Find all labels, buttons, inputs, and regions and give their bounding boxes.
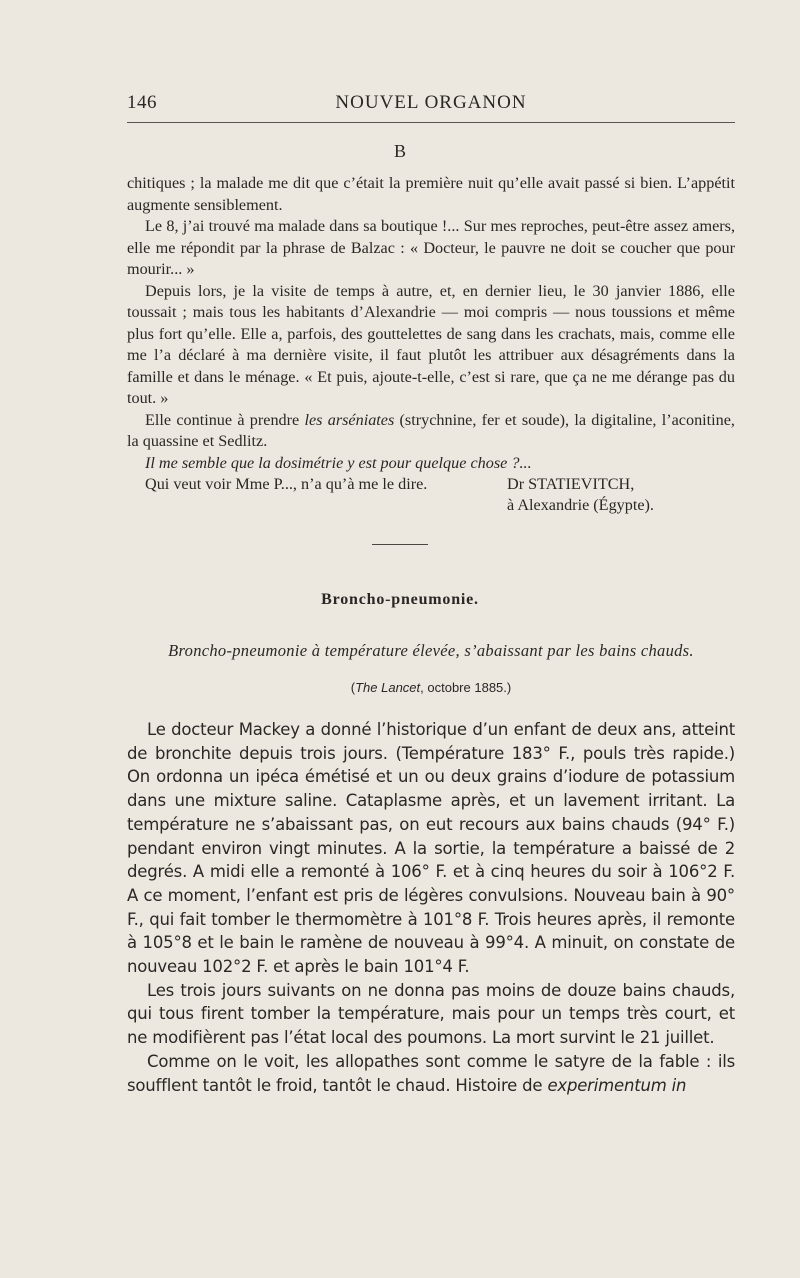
running-title: NOUVEL ORGANON [335,92,527,113]
page-header [127,92,735,116]
article-subtitle: Broncho-pneumonie à température élevée, s’abaissant par les bains chauds. [168,641,694,660]
source-journal: The Lancet [355,680,421,695]
signature-place: à Alexandrie (Égypte). [507,496,654,514]
closing-block [127,474,735,516]
closing-line: Qui veut voir Mme P..., n’a qu’à me le dire. [145,475,428,493]
italic-text: experimentum in [547,1075,687,1095]
article-paragraph [127,1050,735,1097]
signature-name: Dr STATIEVITCH, [507,475,635,493]
section-divider [372,544,428,545]
letter-paragraph: Depuis lors, je la visite de temps à autre, et, en dernier lieu, le 30 janvier 1886, elle toussait ; mais tous les habitants d’Alexandrie — moi compris — nous toussions et même plus fort qu’elle. Elle a, parfois, des gouttelettes de sang dans les crachats, mais, comme elle me l’a déclaré à ma dernière visite, il faut plutôt les attribuer aux désagréments dans la famille et dans le ménage. « Et puis, ajoute-t-elle, c’est si rare, que ça ne me dérange pas du tout. » [127,281,735,407]
letter-paragraph: Le 8, j’ai trouvé ma malade dans sa boutique !... Sur mes reproches, peut-être assez amers, elle me répondit par la phrase de Balzac : « Docteur, le pauvre ne doit se coucher que pour mourir... » [127,217,735,278]
letter-continuation [127,173,735,516]
text-run: Comme on le voit, les allopathes sont comme le satyre de la fable : ils soufflent tantôt le froid, tantôt le chaud. Histoire de [127,1051,735,1095]
article-paragraph: Le docteur Mackey a donné l’historique d’un enfant de deux ans, atteint de bronchite depuis trois jours. (Température 183° F., pouls très rapide.) On ordonna un ipéca émétisé et un ou deux grains d’iodure de potassium dans une mixture saline. Cataplasme après, et un lavement irritant. La température ne s’abaissant pas, on eut recours aux bains chauds (94° F.) pendant environ vingt minutes. A la sortie, la température a baissé de 2 degrés. A midi elle a remonté à 106° F. et à cinq heures du soir à 106°2 F. A ce moment, l’enfant est pris de légères convulsions. Nouveau bain à 90° F., qui fait tomber le thermomètre à 101°8 F. Trois heures après, il remonte à 105°8 et le bain le ramène de nouveau à 99°4. A minuit, on constate de nouveau 102°2 F. et après le bain 101°4 F. [127,720,735,977]
italic-question: Il me semble que la dosimétrie y est pour quelque chose ?... [145,453,532,472]
article-body [127,718,735,1097]
text-run: (strychnine, fer et soude), la digitaline, l’aconitine, la quassine et Sedlitz. [127,410,735,450]
article-source: (The Lancet, octobre 1885.) [350,680,512,695]
italic-text: les arséniates [304,410,395,429]
signature-letter: B [393,141,406,161]
article-paragraph: Les trois jours suivants on ne donna pas moins de douze bains chauds, qui tous firent tomber la température, mais pour un temps très court, et ne modifièrent pas l’état local des poumons. La mort survint le 21 juillet. [127,980,735,1048]
header-rule [127,122,735,123]
letter-paragraph [127,410,735,453]
page-number: 146 [127,92,157,113]
letter-paragraph: chitiques ; la malade me dit que c’était la première nuit qu’elle avait passé si bien. L’appétit augmente sensiblement. [127,174,735,214]
text-run: Elle continue à prendre [145,410,305,429]
source-date: , octobre 1885. [420,680,507,695]
section-title: Broncho-pneumonie. [321,591,479,608]
